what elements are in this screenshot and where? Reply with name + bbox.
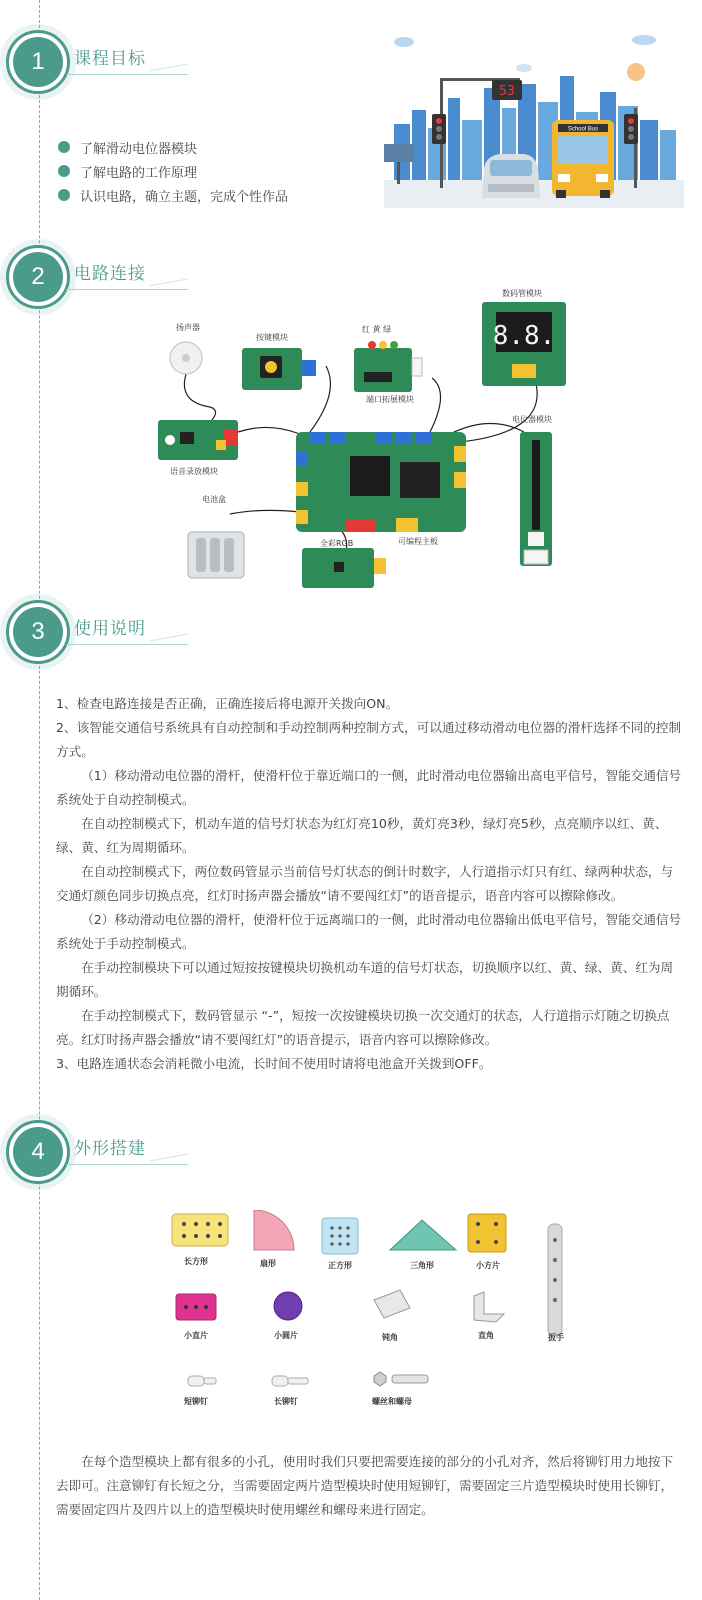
section-rule-tail (150, 60, 188, 74)
bullet-dot-icon (58, 189, 70, 201)
button-module-board (242, 348, 316, 390)
sector-piece-icon (254, 1210, 294, 1250)
long-rivet-icon (272, 1376, 308, 1386)
shape-label-square: 正方形 (328, 1261, 352, 1270)
sun-icon (627, 63, 645, 81)
section-header-objectives (0, 30, 200, 110)
objective-item (58, 159, 288, 183)
usage-paragraph: （2）移动滑动电位器的滑杆，使滑杆位于远离端口的一侧，此时滑动电位器输出低电平信号，智能交通信号系统处于手动控制模式。 (56, 912, 682, 951)
shape-label-obtuse: 钝角 (382, 1333, 398, 1342)
circuit-diagram (150, 282, 570, 592)
section-header-shapes (0, 1120, 200, 1200)
label-display-module: 数码管模块 (502, 289, 542, 298)
port-expansion-board (354, 341, 422, 392)
bullet-dot-icon (58, 165, 70, 177)
shape-label-short-rivet: 短铆钉 (184, 1397, 208, 1406)
label-speaker: 扬声器 (176, 323, 200, 332)
objective-item (58, 183, 288, 207)
rectangle-piece-icon (172, 1214, 228, 1246)
section-title: 电路连接 (74, 264, 146, 284)
shape-label-small-disc: 小圆片 (274, 1331, 298, 1340)
shape-label-sector: 扇形 (260, 1259, 276, 1268)
shape-label-long-rivet: 长铆钉 (274, 1397, 298, 1406)
timeline-spine (39, 0, 40, 1600)
small-strip-piece-icon (176, 1294, 216, 1320)
small-disc-piece-icon (274, 1292, 302, 1320)
section-title: 使用说明 (74, 619, 146, 639)
section-number-badge (6, 245, 70, 309)
screw-and-nut-icon (374, 1372, 428, 1386)
car-icon (482, 154, 540, 198)
mainboard-board (296, 432, 466, 532)
usage-paragraph: 1、检查电路连接是否正确，正确连接后将电源开关拨向ON。 (56, 696, 399, 711)
section-number: 2 (13, 252, 63, 302)
bullet-dot-icon (58, 141, 70, 153)
small-square-piece-icon (468, 1214, 506, 1252)
usage-paragraph: 在手动控制模式下，数码管显示 “-”，短按一次按键模块切换一次交通灯的状态，人行道指示灯随之切换点亮。红灯时扬声器会播放“请不要闯红灯”的语音提示，语音内容可以擦除修改。 (56, 1008, 670, 1047)
section-title: 外形搭建 (74, 1139, 146, 1159)
digit-display-board (482, 302, 566, 386)
shape-pieces (160, 1210, 600, 1430)
bus-label: School Bus (567, 126, 599, 133)
speaker-icon (170, 342, 202, 374)
countdown-display: 53 (499, 84, 515, 99)
shape-label-small-square: 小方片 (476, 1261, 500, 1270)
shape-label-right-angle: 直角 (478, 1331, 494, 1340)
school-bus-icon (552, 120, 614, 198)
closing-paragraph: 在每个造型模块上都有很多的小孔，使用时我们只要把需要连接的部分的小孔对齐，然后将铆钉用力地按下去即可。注意铆钉有长短之分，当需要固定两片造型模块时使用短铆钉，需要固定三片造型模块时使用长铆钉，需要固定四片及四片以上的造型模块时使用螺丝和螺母来进行固定。 (56, 1454, 674, 1517)
section-number-badge (6, 1120, 70, 1184)
circuit-drawing (150, 282, 570, 592)
triangle-piece-icon (390, 1220, 456, 1250)
section-number: 3 (13, 607, 63, 657)
label-battery-box: 电池盒 (202, 495, 226, 504)
voice-module-board (158, 420, 238, 460)
label-rgb: 全彩RGB (320, 539, 354, 548)
section-rule (66, 1164, 188, 1165)
label-potentiometer: 电位器模块 (512, 415, 552, 424)
objective-text: 认识电路，确立主题，完成个性作品 (80, 189, 289, 205)
section-header-usage (0, 600, 200, 680)
shape-label-rectangle: 长方形 (184, 1257, 208, 1266)
rgb-module-board (302, 548, 386, 588)
section-number-badge (6, 600, 70, 664)
display-digits: 8.8. (492, 321, 556, 351)
battery-box-icon (188, 532, 244, 578)
shape-label-triangle: 三角形 (410, 1261, 434, 1270)
section-number-badge (6, 30, 70, 94)
wrench-piece-icon (548, 1224, 562, 1336)
usage-paragraph: （1）移动滑动电位器的滑杆，使滑杆位于靠近端口的一侧，此时滑动电位器输出高电平信号，智能交通信号系统处于自动控制模式。 (56, 768, 682, 807)
cloud-icon (394, 35, 656, 72)
shape-label-wrench: 扳手 (548, 1333, 564, 1342)
usage-paragraph: 2、该智能交通信号系统具有自动控制和手动控制两种控制方式，可以通过移动滑动电位器的滑杆选择不同的控制方式。 (56, 720, 682, 759)
square-piece-icon (322, 1218, 358, 1254)
obtuse-angle-piece-icon (374, 1290, 410, 1318)
objective-text: 了解滑动电位器模块 (80, 141, 198, 157)
usage-paragraph: 3、电路连通状态会消耗微小电流，长时间不使用时请将电池盒开关拨到OFF。 (56, 1056, 492, 1071)
usage-paragraph: 在自动控制模式下，机动车道的信号灯状态为红灯亮10秒，黄灯亮3秒，绿灯亮5秒，点亮顺序以红、黄、绿、黄、红为周期循环。 (56, 816, 668, 855)
section-number: 1 (13, 37, 63, 87)
section-rule (66, 74, 188, 75)
label-button-module: 按键模块 (256, 333, 288, 342)
usage-instructions (56, 692, 684, 1076)
objective-item (58, 135, 288, 159)
label-port-expansion: 端口拓展模块 (366, 395, 414, 404)
section-rule-tail (150, 1150, 188, 1164)
section-title: 课程目标 (74, 49, 146, 69)
section-rule (66, 644, 188, 645)
section-number: 4 (13, 1127, 63, 1177)
section-rule-tail (150, 630, 188, 644)
shape-label-small-strip: 小直片 (184, 1331, 208, 1340)
short-rivet-icon (188, 1376, 216, 1386)
label-voice-module: 语音录放模块 (170, 467, 218, 476)
objectives-list (58, 135, 288, 207)
usage-paragraph: 在自动控制模式下，两位数码管显示当前信号灯状态的倒计时数字，人行道指示灯只有红、绿两种状态，与交通灯颜色同步切换点亮，红灯时扬声器会播放“请不要闯红灯”的语音提示，语音内容可以擦除修改。 (56, 864, 674, 903)
potentiometer-board (520, 432, 552, 566)
label-mainboard: 可编程主板 (398, 537, 438, 546)
label-lights: 红 黄 绿 (362, 325, 392, 334)
usage-paragraph: 在手动控制模块下可以通过短按按键模块切换机动车道的信号灯状态，切换顺序以红、黄、绿、黄、红为周期循环。 (56, 960, 674, 999)
objective-text: 了解电路的工作原理 (80, 165, 198, 181)
traffic-city-illustration (384, 28, 684, 208)
right-angle-piece-icon (474, 1292, 504, 1322)
shape-label-screw-nut: 螺丝和螺母 (372, 1397, 412, 1406)
